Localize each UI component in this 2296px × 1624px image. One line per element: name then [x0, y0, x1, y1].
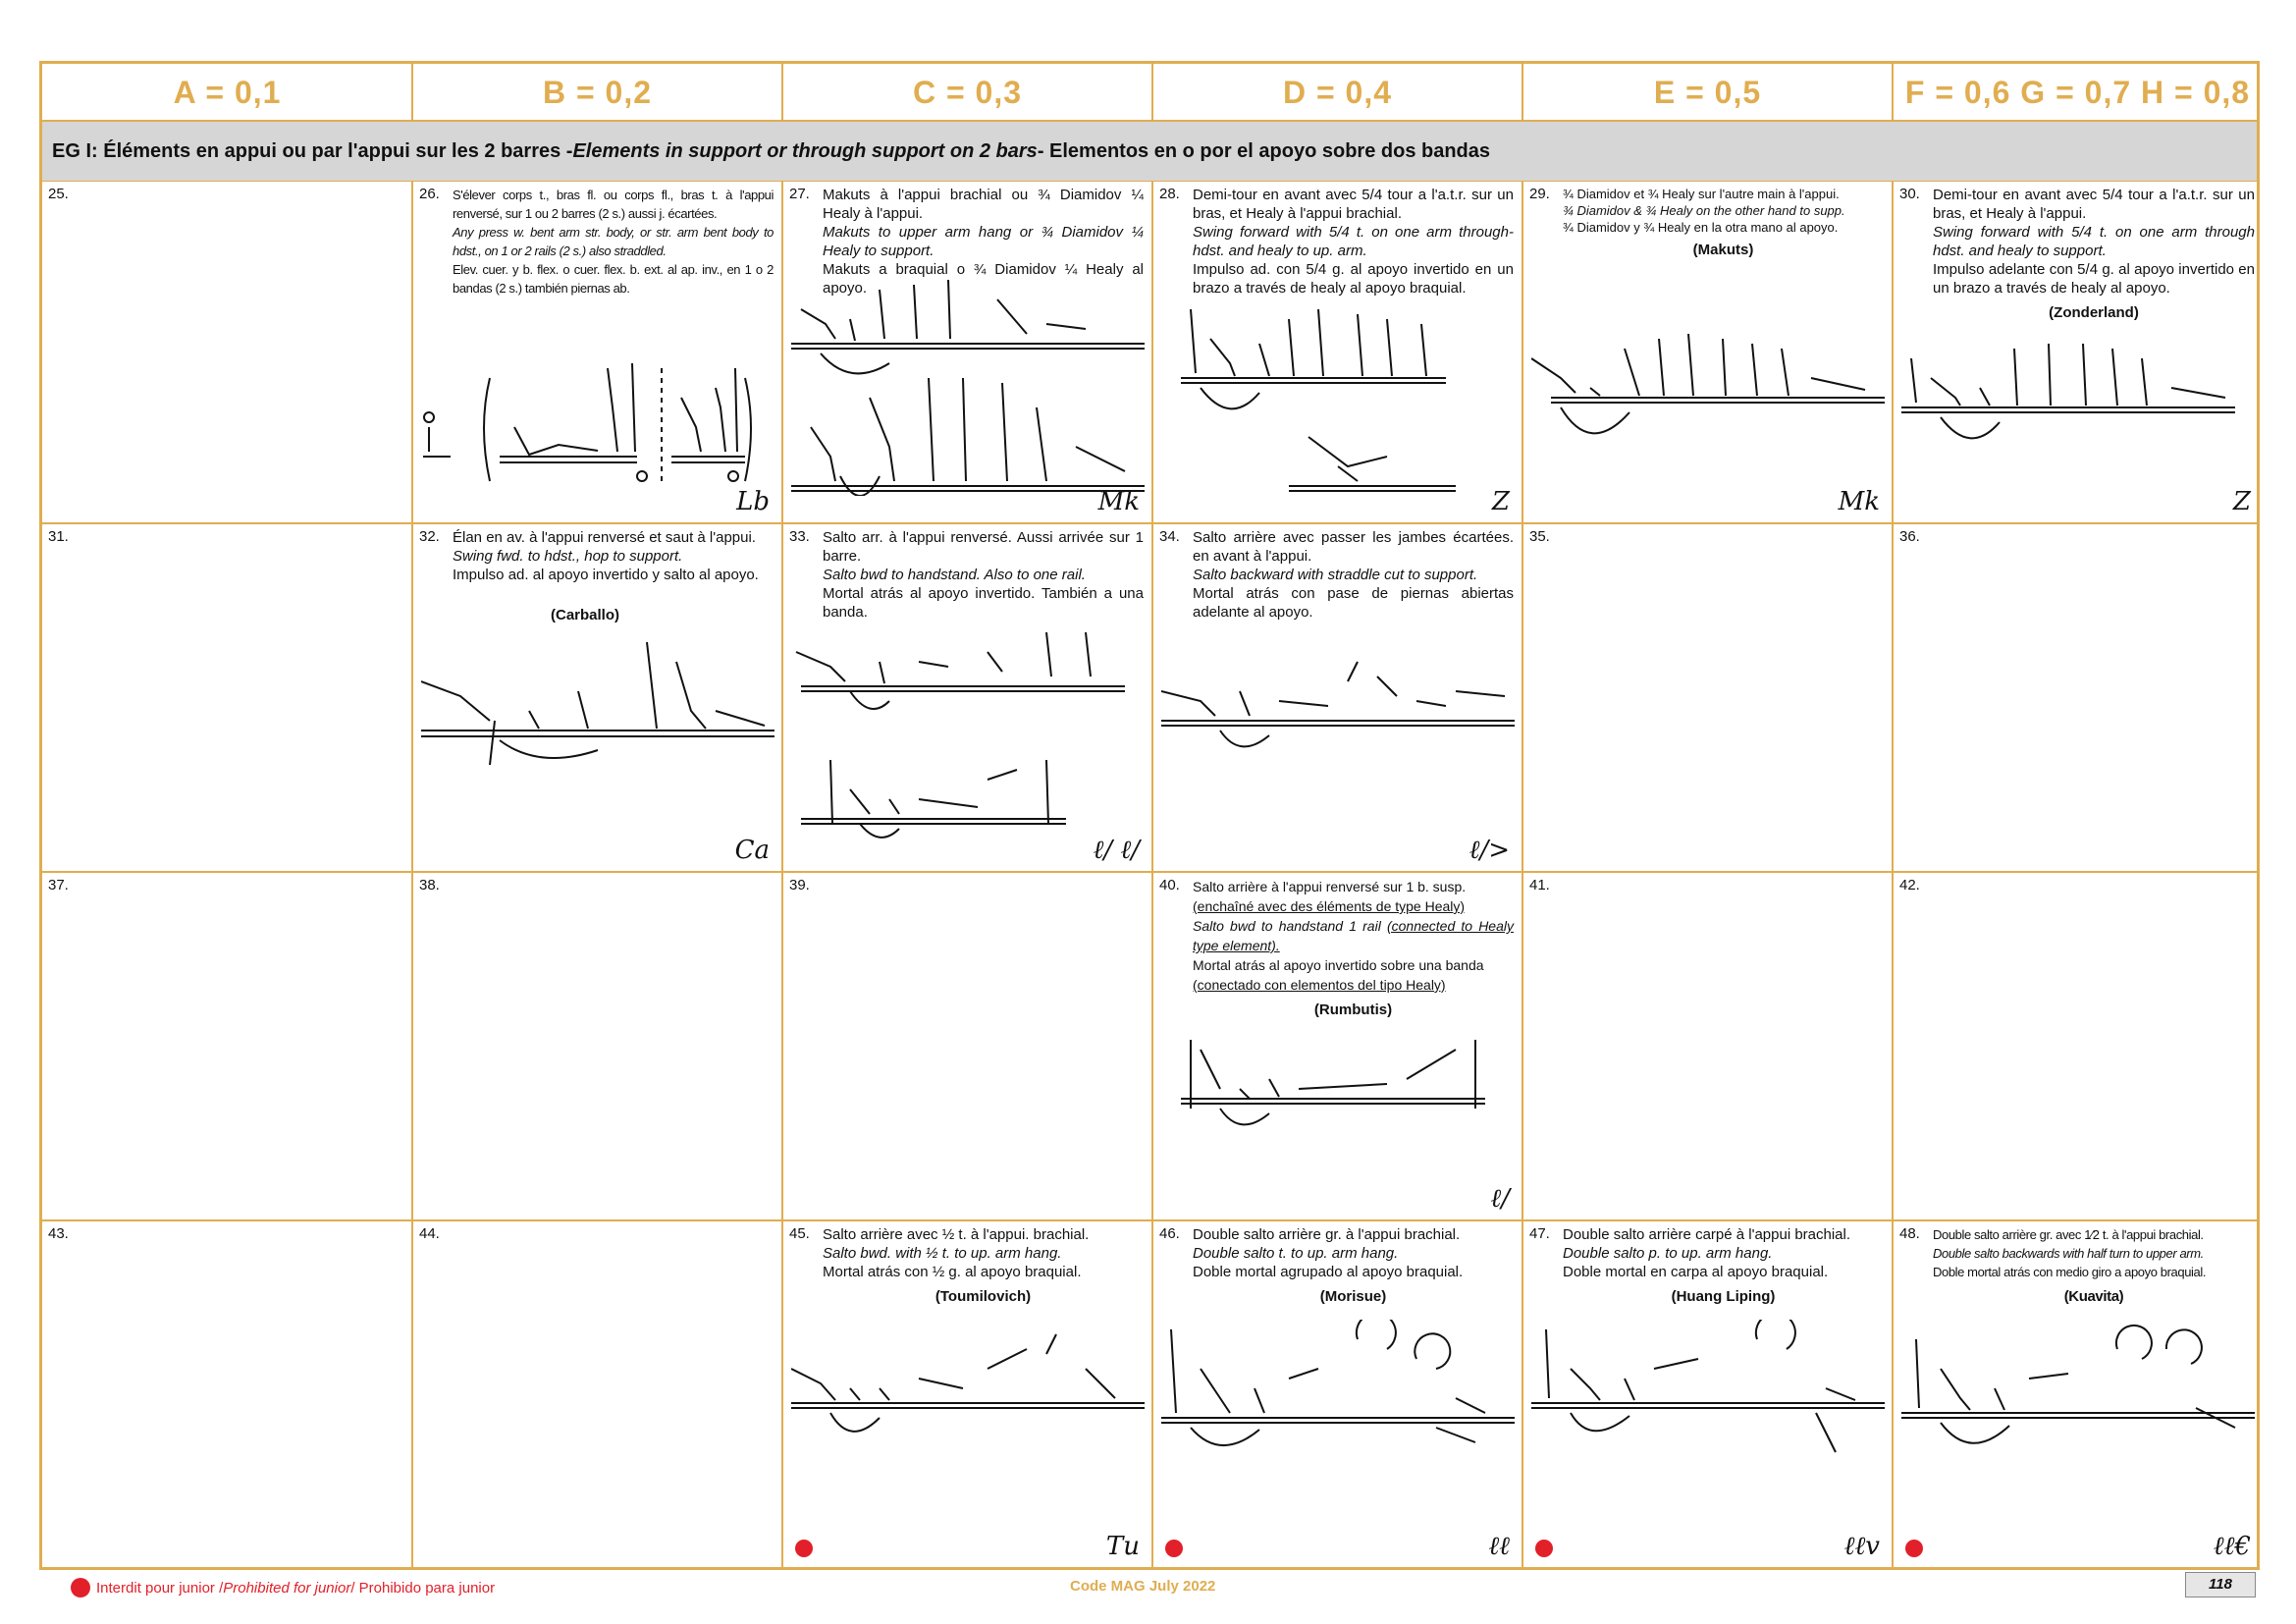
junior-prohibited-marker — [1535, 1540, 1553, 1557]
cell-33 — [783, 524, 1151, 871]
cell-32 — [413, 524, 781, 871]
element-number: 46. — [1159, 1225, 1180, 1242]
text-es: Makuts a braquial o ¾ Diamidov ¼ Healy al apoyo. — [823, 261, 1144, 297]
symbol: Ca — [734, 836, 770, 865]
text-es: Impulso ad. al apoyo invertido y salto al apoyo. — [453, 567, 759, 583]
text-fr: Double salto arrière gr. avec 1⁄2 t. à l'appui brachial. — [1933, 1227, 2204, 1242]
text-es: Impulso adelante con 5/4 g. al apoyo invertido en un brazo a través de healy al apoyo. — [1933, 261, 2255, 297]
element-name: (Huang Liping) — [1671, 1288, 1776, 1305]
cell-28 — [1153, 182, 1522, 522]
junior-prohibited-marker — [1165, 1540, 1183, 1557]
text-es: Doble mortal en carpa al apoyo braquial. — [1563, 1264, 1829, 1280]
cell-39 — [783, 873, 1151, 1219]
cell-36 — [1894, 524, 2263, 871]
text-en: ¾ Diamidov & ¾ Healy on the other hand to supp. — [1563, 203, 1845, 218]
text-fr: Salto arrière avec passer les jambes écartées. en avant à l'appui. — [1193, 529, 1514, 565]
element-number: 33. — [789, 528, 810, 545]
text-en: Double salto t. to up. arm hang. — [1193, 1245, 1399, 1262]
cell-31 — [42, 524, 411, 871]
element-name: (Zonderland) — [2049, 304, 2139, 321]
figure-drawing — [1901, 339, 2255, 496]
junior-prohibited-marker — [1905, 1540, 1923, 1557]
cell-41 — [1523, 873, 1892, 1219]
junior-prohibited-icon — [71, 1578, 90, 1597]
cell-30 — [1894, 182, 2263, 522]
header-e: E = 0,5 — [1653, 75, 1762, 110]
text-es: ¾ Diamidov y ¾ Healy en la otra mano al apoyo. — [1563, 220, 1839, 235]
element-number: 42. — [1899, 877, 1920, 893]
cell-26 — [413, 182, 781, 522]
cell-44 — [413, 1221, 781, 1567]
text-en: Salto bwd to handstand. Also to one rail. — [823, 567, 1086, 583]
figure-drawing — [1161, 1030, 1515, 1148]
figure-drawing — [1531, 319, 1885, 496]
figure-drawing — [1901, 1320, 2255, 1467]
eg-prefix: EG I: Éléments en appui ou par l'appui sur les 2 barres - — [52, 139, 573, 162]
figure-drawing — [791, 280, 1145, 496]
text-es: Elev. cuer. y b. flex. o cuer. flex. b. ext. al ap. inv., en 1 o 2 bandas (2 s.) también piernas ab. — [453, 262, 774, 296]
cell-46 — [1153, 1221, 1522, 1567]
figure-drawing — [421, 349, 774, 496]
symbol: Z — [1491, 487, 1510, 516]
element-name: (Toumilovich) — [934, 1288, 1032, 1305]
text-fr: S'élever corps t., bras fl. ou corps fl., bras t. à l'appui renversé, sur 1 ou 2 barres (2 s.) aussi j. écartées. — [453, 188, 774, 221]
element-number: 32. — [419, 528, 440, 545]
element-number: 29. — [1529, 186, 1550, 202]
text-fr: Demi-tour en avant avec 5/4 tour a l'a.t.r. sur un bras, et Healy à l'appui brachial. — [1193, 187, 1514, 222]
text-es-1: Mortal atrás al apoyo invertido sobre una banda — [1193, 957, 1484, 973]
element-number: 26. — [419, 186, 440, 202]
cell-42 — [1894, 873, 2263, 1219]
element-name: (Kuavita) — [2063, 1288, 2124, 1305]
cell-48 — [1894, 1221, 2263, 1567]
element-number: 36. — [1899, 528, 1920, 545]
cell-27 — [783, 182, 1151, 522]
symbol: Mk — [1838, 487, 1880, 516]
cell-45 — [783, 1221, 1151, 1567]
element-number: 44. — [419, 1225, 440, 1242]
element-number: 35. — [1529, 528, 1550, 545]
element-number: 27. — [789, 186, 810, 202]
text-en-1: Salto bwd to handstand 1 rail — [1193, 918, 1381, 934]
element-number: 31. — [48, 528, 69, 545]
symbol: Lb — [736, 487, 770, 516]
text-fr-1: Salto arrière à l'appui renversé sur 1 b. susp. — [1193, 879, 1467, 894]
symbol: ℓℓ — [1488, 1532, 1510, 1561]
text-es: Impulso ad. con 5/4 g. al apoyo invertido en un brazo a través de healy al apoyo braquial. — [1193, 261, 1514, 297]
element-table — [39, 61, 2260, 1570]
symbol: Z — [2232, 487, 2251, 516]
cell-47 — [1523, 1221, 1892, 1567]
text-fr: Double salto arrière carpé à l'appui brachial. — [1563, 1226, 1851, 1243]
cell-38 — [413, 873, 781, 1219]
legend-es: / Prohibido para junior — [350, 1579, 496, 1597]
text-es: Mortal atrás con ½ g. al apoyo braquial. — [823, 1264, 1082, 1280]
symbol: ℓℓ€ — [2213, 1532, 2251, 1561]
element-number: 43. — [48, 1225, 69, 1242]
element-name: (Rumbutis) — [1313, 1001, 1393, 1018]
text-fr: Élan en av. à l'appui renversé et saut à l'appui. — [453, 529, 756, 546]
text-en-2: (connected to Healy type element). — [1193, 918, 1514, 953]
text-en: Any press w. bent arm str. body, or str. arm bent body to hdst., on 1 or 2 rails (2 s.) also straddled. — [453, 225, 774, 258]
symbol: ℓ/ — [1490, 1184, 1510, 1214]
element-number: 47. — [1529, 1225, 1550, 1242]
text-fr: Salto arr. à l'appui renversé. Aussi arrivée sur 1 barre. — [823, 529, 1144, 565]
cell-43 — [42, 1221, 411, 1567]
text-en: Swing forward with 5/4 t. on one arm through-hdst. and healy to up. arm. — [1193, 224, 1514, 259]
header-a: A = 0,1 — [173, 75, 282, 110]
figure-drawing — [1161, 652, 1515, 780]
element-number: 25. — [48, 186, 69, 202]
cell-34 — [1153, 524, 1522, 871]
cell-29 — [1523, 182, 1892, 522]
element-number: 48. — [1899, 1225, 1920, 1242]
symbol: Tu — [1105, 1532, 1140, 1561]
code-version: Code MAG July 2022 — [1070, 1578, 1216, 1595]
text-fr-2: (enchaîné avec des éléments de type Healy) — [1193, 898, 1466, 914]
text-en: Swing forward with 5/4 t. on one arm through hdst. and healy to support. — [1933, 224, 2255, 259]
element-name: (Carballo) — [551, 607, 620, 623]
element-number: 38. — [419, 877, 440, 893]
text-es: Mortal atrás con pase de piernas abiertas adelante al apoyo. — [1193, 585, 1514, 621]
element-name: (Morisue) — [1319, 1288, 1387, 1305]
text-fr: Double salto arrière gr. à l'appui brachial. — [1193, 1226, 1461, 1243]
symbol: ℓ/> — [1468, 836, 1510, 865]
text-fr: ¾ Diamidov et ¾ Healy sur l'autre main à l'appui. — [1563, 187, 1840, 201]
text-en: Double salto p. to up. arm hang. — [1563, 1245, 1773, 1262]
text-en: Makuts to upper arm hang or ¾ Diamidov ¼ Healy to support. — [823, 224, 1144, 259]
text-en: Double salto backwards with half turn to upper arm. — [1933, 1246, 2204, 1261]
text-fr: Salto arrière avec ½ t. à l'appui. brachial. — [823, 1226, 1090, 1243]
header-fgh: F = 0,6 G = 0,7 H = 0,8 — [1904, 75, 2251, 110]
figure-drawing — [1161, 299, 1515, 496]
symbol: ℓ/ ℓ/ — [1093, 836, 1140, 865]
figure-drawing — [1531, 1320, 1885, 1467]
text-en: Salto backward with straddle cut to support. — [1193, 567, 1478, 583]
cell-25 — [42, 182, 411, 522]
element-number: 41. — [1529, 877, 1550, 893]
element-number: 45. — [789, 1225, 810, 1242]
text-es: Doble mortal atrás con medio giro a apoyo braquial. — [1933, 1265, 2207, 1279]
legend-fr: Interdit pour junior / — [96, 1579, 224, 1597]
text-fr: Demi-tour en avant avec 5/4 tour a l'a.t.r. sur un bras, et Healy à l'appui. — [1933, 187, 2255, 222]
header-c: C = 0,3 — [912, 75, 1023, 110]
text-es-2: (conectado con elementos del tipo Healy) — [1193, 977, 1446, 993]
element-number: 39. — [789, 877, 810, 893]
element-number: 34. — [1159, 528, 1180, 545]
cell-37 — [42, 873, 411, 1219]
symbol: ℓℓv — [1843, 1532, 1880, 1561]
text-en: Salto bwd. with ½ t. to up. arm hang. — [823, 1245, 1062, 1262]
element-number: 28. — [1159, 186, 1180, 202]
element-number: 40. — [1159, 877, 1180, 893]
footer-legend — [71, 1578, 495, 1597]
text-en: Swing fwd. to hdst., hop to support. — [453, 548, 683, 565]
legend-en: Prohibited for junior — [223, 1579, 351, 1597]
header-b: B = 0,2 — [542, 75, 653, 110]
page-number: 118 — [2185, 1572, 2256, 1597]
element-group-title — [42, 122, 2257, 181]
eg-english: Elements in support or through support on 2 bars — [572, 139, 1038, 162]
text-es: Doble mortal agrupado al apoyo braquial. — [1193, 1264, 1464, 1280]
text-fr: Makuts à l'appui brachial ou ¾ Diamidov ¼ Healy à l'appui. — [823, 187, 1144, 222]
figure-drawing — [421, 632, 774, 789]
symbol: Mk — [1097, 487, 1140, 516]
junior-prohibited-marker — [795, 1540, 813, 1557]
cell-35 — [1523, 524, 1892, 871]
element-number: 37. — [48, 877, 69, 893]
header-d: D = 0,4 — [1282, 75, 1393, 110]
figure-drawing — [791, 632, 1145, 848]
element-number: 30. — [1899, 186, 1920, 202]
cell-40 — [1153, 873, 1522, 1219]
figure-drawing — [791, 1329, 1145, 1457]
eg-spanish: - Elementos en o por el apoyo sobre dos bandas — [1037, 139, 1491, 162]
element-name: (Makuts) — [1692, 242, 1754, 258]
figure-drawing — [1161, 1320, 1515, 1467]
text-es: Mortal atrás al apoyo invertido. También a una banda. — [823, 585, 1144, 621]
